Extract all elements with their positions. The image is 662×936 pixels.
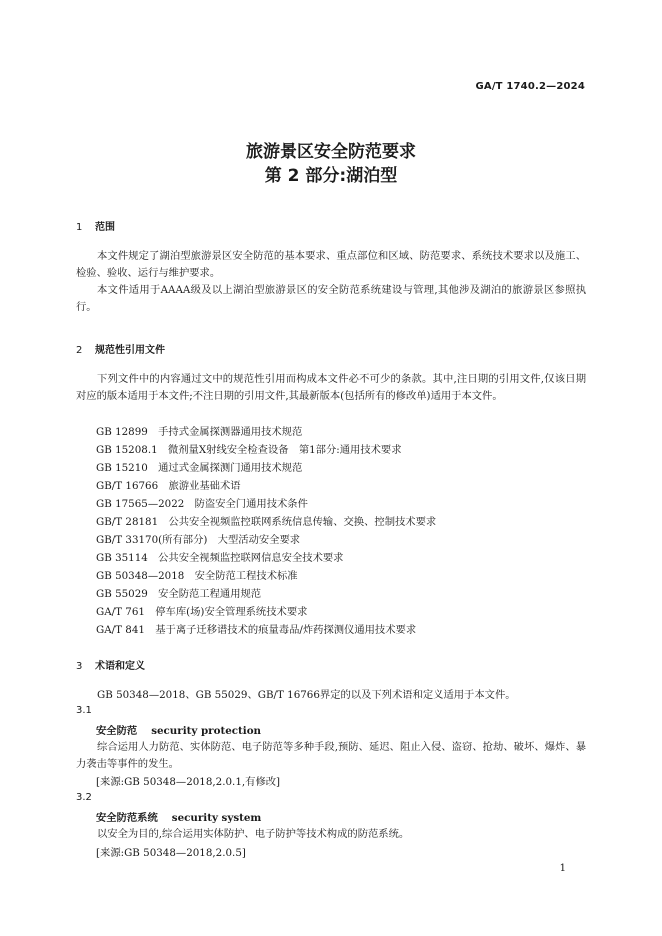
section-1-heading <box>76 218 115 233</box>
reference-item: GB 12899 手持式金属探测器通用技术规范 <box>96 426 303 438</box>
reference-item: GB 17565—2022 防盗安全门通用技术条件 <box>96 498 308 510</box>
page-number: 1 <box>559 863 566 874</box>
reference-item: GB/T 33170(所有部分) 大型活动安全要求 <box>96 534 301 546</box>
term-source: [来源:GB 50348—2018,2.0.5] <box>96 847 246 859</box>
section-title: 规范性引用文件 <box>95 345 165 356</box>
term-definition: 以安全为目的,综合运用实体防护、电子防护等技术构成的防范系统。 <box>97 828 410 840</box>
document-subtitle: 第 2 部分:湖泊型 <box>264 166 398 186</box>
reference-item: GA/T 841 基于离子迁移谱技术的痕量毒品/炸药探测仪通用技术要求 <box>96 624 417 636</box>
section-title: 范围 <box>95 222 115 233</box>
term-definition: 综合运用人力防范、实体防范、电子防范等多种手段,预防、延迟、阻止入侵、盗窃、抢劫、破坏、爆炸、暴力袭击等事件的发生。 <box>76 741 586 770</box>
section-number: 2 <box>76 345 83 356</box>
term-source: [来源:GB 50348—2018,2.0.1,有修改] <box>96 776 281 788</box>
reference-item: GA/T 761 停车库(场)安全管理系统技术要求 <box>96 606 308 618</box>
term-name <box>96 809 261 824</box>
section-3-heading <box>76 657 145 672</box>
reference-item: GB 15208.1 微剂量X射线安全检查设备 第1部分:通用技术要求 <box>96 444 402 456</box>
section-2-heading <box>76 341 165 356</box>
standard-number: GA/T 1740.2—2024 <box>475 81 585 92</box>
term-name-en: security protection <box>151 725 262 737</box>
reference-item: GB/T 16766 旅游业基础术语 <box>96 480 241 492</box>
document-title: 旅游景区安全防范要求 <box>246 142 416 162</box>
reference-item: GB 50348—2018 安全防范工程技术标准 <box>96 570 298 582</box>
scope-paragraph-1: 本文件规定了湖泊型旅游景区安全防范的基本要求、重点部位和区域、防范要求、系统技术要求以及施工、检验、验收、运行与维护要求。 <box>76 250 586 279</box>
term-name-zh: 安全防范 <box>96 725 138 737</box>
section-number: 3 <box>76 661 83 672</box>
term-name-en: security system <box>171 812 262 824</box>
term-name <box>96 722 261 737</box>
section-number: 1 <box>76 222 83 233</box>
references-intro: 下列文件中的内容通过文中的规范性引用而构成本文件必不可少的条款。其中,注日期的引用文件,仅该日期对应的版本适用于本文件;不注日期的引用文件,其最新版本(包括所有的修改单)适用于本文件。 <box>76 373 586 402</box>
reference-item: GB 15210 通过式金属探测门通用技术规范 <box>96 462 303 474</box>
reference-item: GB/T 28181 公共安全视频监控联网系统信息传输、交换、控制技术要求 <box>96 516 437 528</box>
reference-item: GB 55029 安全防范工程通用规范 <box>96 588 262 600</box>
term-name-zh: 安全防范系统 <box>96 812 158 824</box>
scope-paragraph-2: 本文件适用于AAAA级及以上湖泊型旅游景区的安全防范系统建设与管理,其他涉及湖泊的旅游景区参照执行。 <box>76 284 586 313</box>
section-title: 术语和定义 <box>95 661 145 672</box>
terms-intro: GB 50348—2018、GB 55029、GB/T 16766界定的以及下列术语和定义适用于本文件。 <box>97 689 516 701</box>
term-number: 3.2 <box>76 792 92 803</box>
reference-item: GB 35114 公共安全视频监控联网信息安全技术要求 <box>96 552 344 564</box>
term-number: 3.1 <box>76 705 92 716</box>
